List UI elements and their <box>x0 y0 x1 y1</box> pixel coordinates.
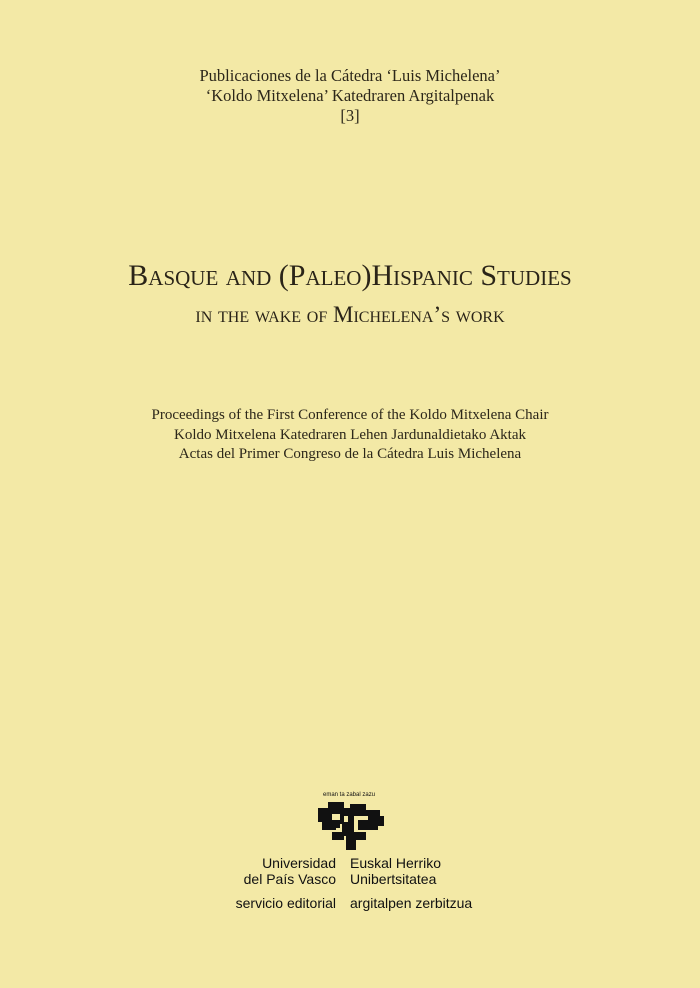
series-title-basque: ‘Koldo Mitxelena’ Katedraren Argitalpenak <box>205 86 495 105</box>
upv-ehu-tree-emblem-icon <box>318 802 386 850</box>
publisher-name-spanish <box>232 855 336 911</box>
book-subtitle: in the wake of Michelena’s work <box>195 302 505 327</box>
university-name-line2: del País Vasco <box>243 871 336 887</box>
publisher-name-basque <box>350 855 480 911</box>
proceedings-spanish: Actas del Primer Congreso de la Cátedra Luis Michelena <box>178 446 522 462</box>
proceedings-block <box>0 406 700 465</box>
publisher-logo-block <box>0 792 700 922</box>
series-title-spanish: Publicaciones de la Cátedra ‘Luis Michelena’ <box>199 66 501 85</box>
editorial-service-spanish: servicio editorial <box>235 895 336 911</box>
series-header <box>0 66 700 126</box>
university-name-basque-line1: Euskal Herriko <box>350 855 442 871</box>
university-name-line1: Universidad <box>262 855 336 871</box>
university-motto: eman ta zabal zazu <box>323 792 376 798</box>
editorial-service-basque: argitalpen zerbitzua <box>350 895 473 911</box>
book-title: Basque and (Paleo)Hispanic Studies <box>128 259 572 292</box>
series-number: [3] <box>340 106 360 125</box>
book-title-block <box>0 258 700 330</box>
proceedings-english: Proceedings of the First Conference of the Koldo Mitxelena Chair <box>151 407 549 423</box>
proceedings-basque: Koldo Mitxelena Katedraren Lehen Jardunaldietako Aktak <box>174 426 526 443</box>
university-name-basque-line2: Unibertsitatea <box>350 871 437 887</box>
